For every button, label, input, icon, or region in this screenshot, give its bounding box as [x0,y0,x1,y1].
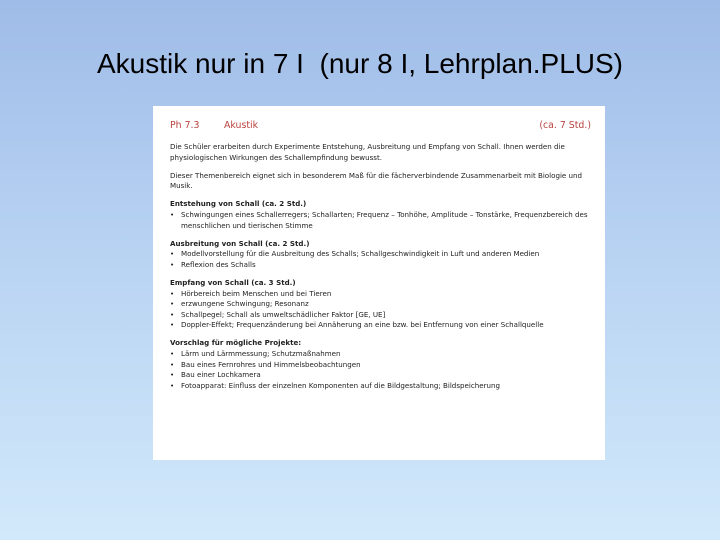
section-title: Vorschlag für mögliche Projekte: [170,338,302,348]
bullet-list [170,349,591,391]
section-origin [170,199,591,231]
curriculum-excerpt [153,106,605,460]
list-item: • erzwungene Schwingung; Resonanz [170,299,591,310]
list-item: • Hörbereich beim Menschen und bei Tieren [170,289,591,300]
section-title: Empfang von Schall (ca. 3 Std.) [170,277,296,287]
list-item: • Schwingungen eines Schallerregers; Schallarten; Frequenz – Tonhöhe, Amplitude – Tonstärke, Frequenzbereich des menschlichen und tierischen Stimme [170,210,591,231]
list-item: • Doppler-Effekt; Frequenzänderung bei Annäherung an eine bzw. bei Entfernung von einer Schallquelle [170,320,591,331]
list-item: • Schallpegel; Schall als umweltschädlicher Faktor [GE, UE] [170,310,591,321]
bullet-list [170,289,591,331]
section-propagation [170,239,591,271]
list-item: • Fotoapparat: Einfluss der einzelnen Komponenten auf die Bildgestaltung; Bildspeicherung [170,381,591,392]
list-item: • Modellvorstellung für die Ausbreitung des Schalls; Schallgeschwindigkeit in Luft und anderen Medien [170,249,591,260]
bullet-list [170,210,591,231]
list-item: • Bau einer Lochkamera [170,370,591,381]
list-item: • Lärm und Lärmmessung; Schutzmaßnahmen [170,349,591,360]
topic-duration: (ca. 7 Std.) [539,120,591,131]
slide-title: Akustik nur in 7 I (nur 8 I, Lehrplan.PLUS) [96,48,624,79]
bullet-list [170,249,591,270]
topic-code: Ph 7.3 [170,120,200,131]
section-reception [170,278,591,331]
document-header [170,120,591,132]
topic-name: Akustik [224,120,259,131]
section-title: Ausbreitung von Schall (ca. 2 Std.) [170,238,310,248]
topic-heading [170,120,258,132]
list-item: • Bau eines Fernrohres und Himmelsbeobachtungen [170,360,591,371]
section-title: Entstehung von Schall (ca. 2 Std.) [170,199,307,209]
list-item: • Reflexion des Schalls [170,260,591,271]
intro-paragraph: Die Schüler erarbeiten durch Experimente Entstehung, Ausbreitung und Empfang von Schall. Ihnen werden die physiologischen Wirkungen des Schallempfindung bewusst. [170,142,565,162]
section-projects [170,338,591,391]
note-paragraph: Dieser Themenbereich eignet sich in besonderem Maß für die fächerverbindende Zusammenarbeit mit Biologie und Musik. [170,170,583,191]
